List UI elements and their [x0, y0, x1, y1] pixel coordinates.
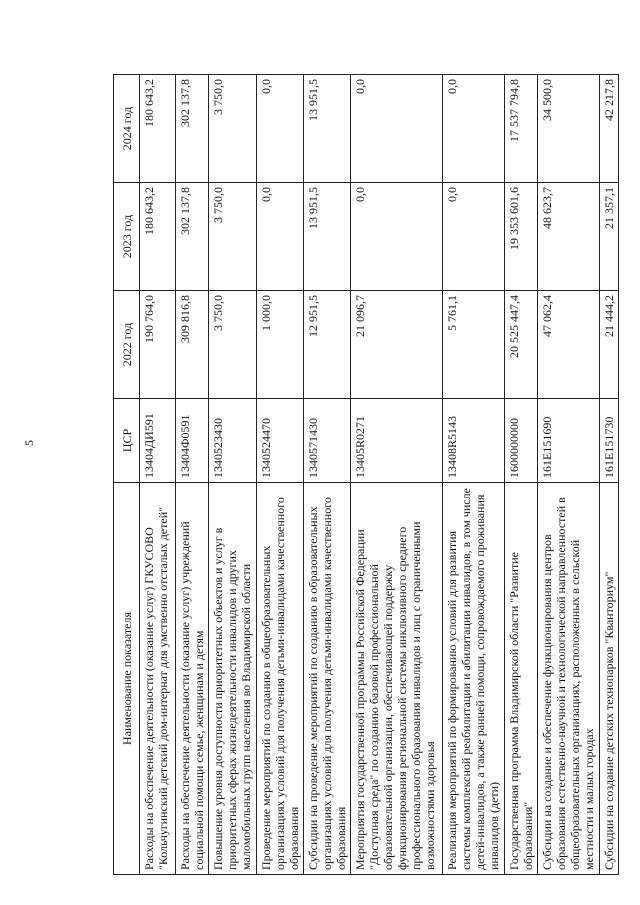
header-2024: 2024 год: [114, 75, 140, 183]
row-name: Субсидии на создание детских технопарков "Кванториум": [600, 483, 619, 875]
row-2022: 309 816,8: [176, 291, 209, 399]
row-csr: 13404Ф0591: [176, 399, 209, 483]
row-2024: 17 537 794,8: [505, 75, 538, 183]
row-csr: 1340523430: [209, 399, 257, 483]
row-2023: 0,0: [257, 183, 304, 291]
table-row: [140, 75, 176, 875]
row-2022: 190 764,0: [140, 291, 176, 399]
table-row: [351, 75, 443, 875]
row-2022: 3 750,0: [209, 291, 257, 399]
header-name: Наименование показателя: [114, 483, 140, 875]
row-csr: 1600000000: [505, 399, 538, 483]
row-csr: 13408R5143: [443, 399, 505, 483]
row-name: Проведение мероприятий по созданию в общеобразовательных организациях условий для получения детьми-инвалидами качественного образования: [257, 483, 304, 875]
header-2023: 2023 год: [114, 183, 140, 291]
row-2023: 302 137,8: [176, 183, 209, 291]
row-2024: 302 137,8: [176, 75, 209, 183]
row-name: Повышение уровня доступности приоритетных объектов и услуг в приоритетных сферах жизнедеятельности инвалидов и других маломобильных групп населения во Владимирской области: [209, 483, 257, 875]
row-2023: 3 750,0: [209, 183, 257, 291]
row-2023: 19 353 601,6: [505, 183, 538, 291]
row-name: Субсидии на создание и обеспечение функционирования центров образования естественно-научной и технологической направленностей в общеобразовательных организациях, расположенных в сельской местности и малых городах: [538, 483, 600, 875]
row-2022: 12 951,5: [304, 291, 351, 399]
row-name: Расходы на обеспечение деятельности (оказание услуг) учреждений социальной помощи семье, женщинам и детям: [176, 483, 209, 875]
row-name: Субсидии на проведение мероприятий по созданию в образовательных организациях условий для получения детьми-инвалидами качественного образования: [304, 483, 351, 875]
row-2024: 42 217,8: [600, 75, 619, 183]
row-csr: 13405R0271: [351, 399, 443, 483]
row-2023: 48 623,7: [538, 183, 600, 291]
row-2024: 3 750,0: [209, 75, 257, 183]
row-2023: 180 643,2: [140, 183, 176, 291]
row-csr: 161E151690: [538, 399, 600, 483]
table-row: [600, 75, 619, 875]
row-csr: 13404ДИ591: [140, 399, 176, 483]
header-csr: ЦСР: [114, 399, 140, 483]
row-name: Реализация мероприятий по формированию условий для развития системы комплексной реабилитации и абилитации инвалидов, в том числе детей-инвалидов, а также ранней помощи, сопровождаемого проживания инвалидов (дети): [443, 483, 505, 875]
row-2023: 13 951,5: [304, 183, 351, 291]
row-name: Государственная программа Владимирской области "Развитие образования": [505, 483, 538, 875]
page-number: 5: [22, 440, 36, 446]
row-2024: 0,0: [443, 75, 505, 183]
row-2024: 13 951,5: [304, 75, 351, 183]
row-2022: 47 062,4: [538, 291, 600, 399]
row-csr: 1340524470: [257, 399, 304, 483]
table-row: [538, 75, 600, 875]
row-2022: 1 000,0: [257, 291, 304, 399]
table-row: [443, 75, 505, 875]
row-name: Мероприятия государственной программы Российской Федерации "Доступная среда" по созданию базовой профессиональной образовательной организации, обеспечивающей поддержку функционирования региональной системы инклюзивного среднего профессионального образования инвалидов и лиц с ограниченными возможностями здоровья: [351, 483, 443, 875]
rotated-table-container: [113, 75, 619, 875]
row-2022: 20 525 447,4: [505, 291, 538, 399]
row-2022: 21 444,2: [600, 291, 619, 399]
budget-table: [113, 74, 619, 875]
row-csr: 161E151730: [600, 399, 619, 483]
table-row: [257, 75, 304, 875]
row-2024: 0,0: [351, 75, 443, 183]
row-2023: 0,0: [443, 183, 505, 291]
row-2024: 0,0: [257, 75, 304, 183]
row-2022: 21 096,7: [351, 291, 443, 399]
row-2022: 5 761,1: [443, 291, 505, 399]
row-2024: 180 643,2: [140, 75, 176, 183]
header-2022: 2022 год: [114, 291, 140, 399]
row-2023: 21 357,1: [600, 183, 619, 291]
table-row: [505, 75, 538, 875]
row-name: Расходы на обеспечение деятельности (оказание услуг) ГКУСОВО "Кольчугинский детский дом-интернат для умственно отсталых детей": [140, 483, 176, 875]
table-row: [304, 75, 351, 875]
row-csr: 1340571430: [304, 399, 351, 483]
table-row: [176, 75, 209, 875]
table-header-row: [114, 75, 140, 875]
row-2023: 0,0: [351, 183, 443, 291]
row-2024: 34 500,0: [538, 75, 600, 183]
table-row: [209, 75, 257, 875]
